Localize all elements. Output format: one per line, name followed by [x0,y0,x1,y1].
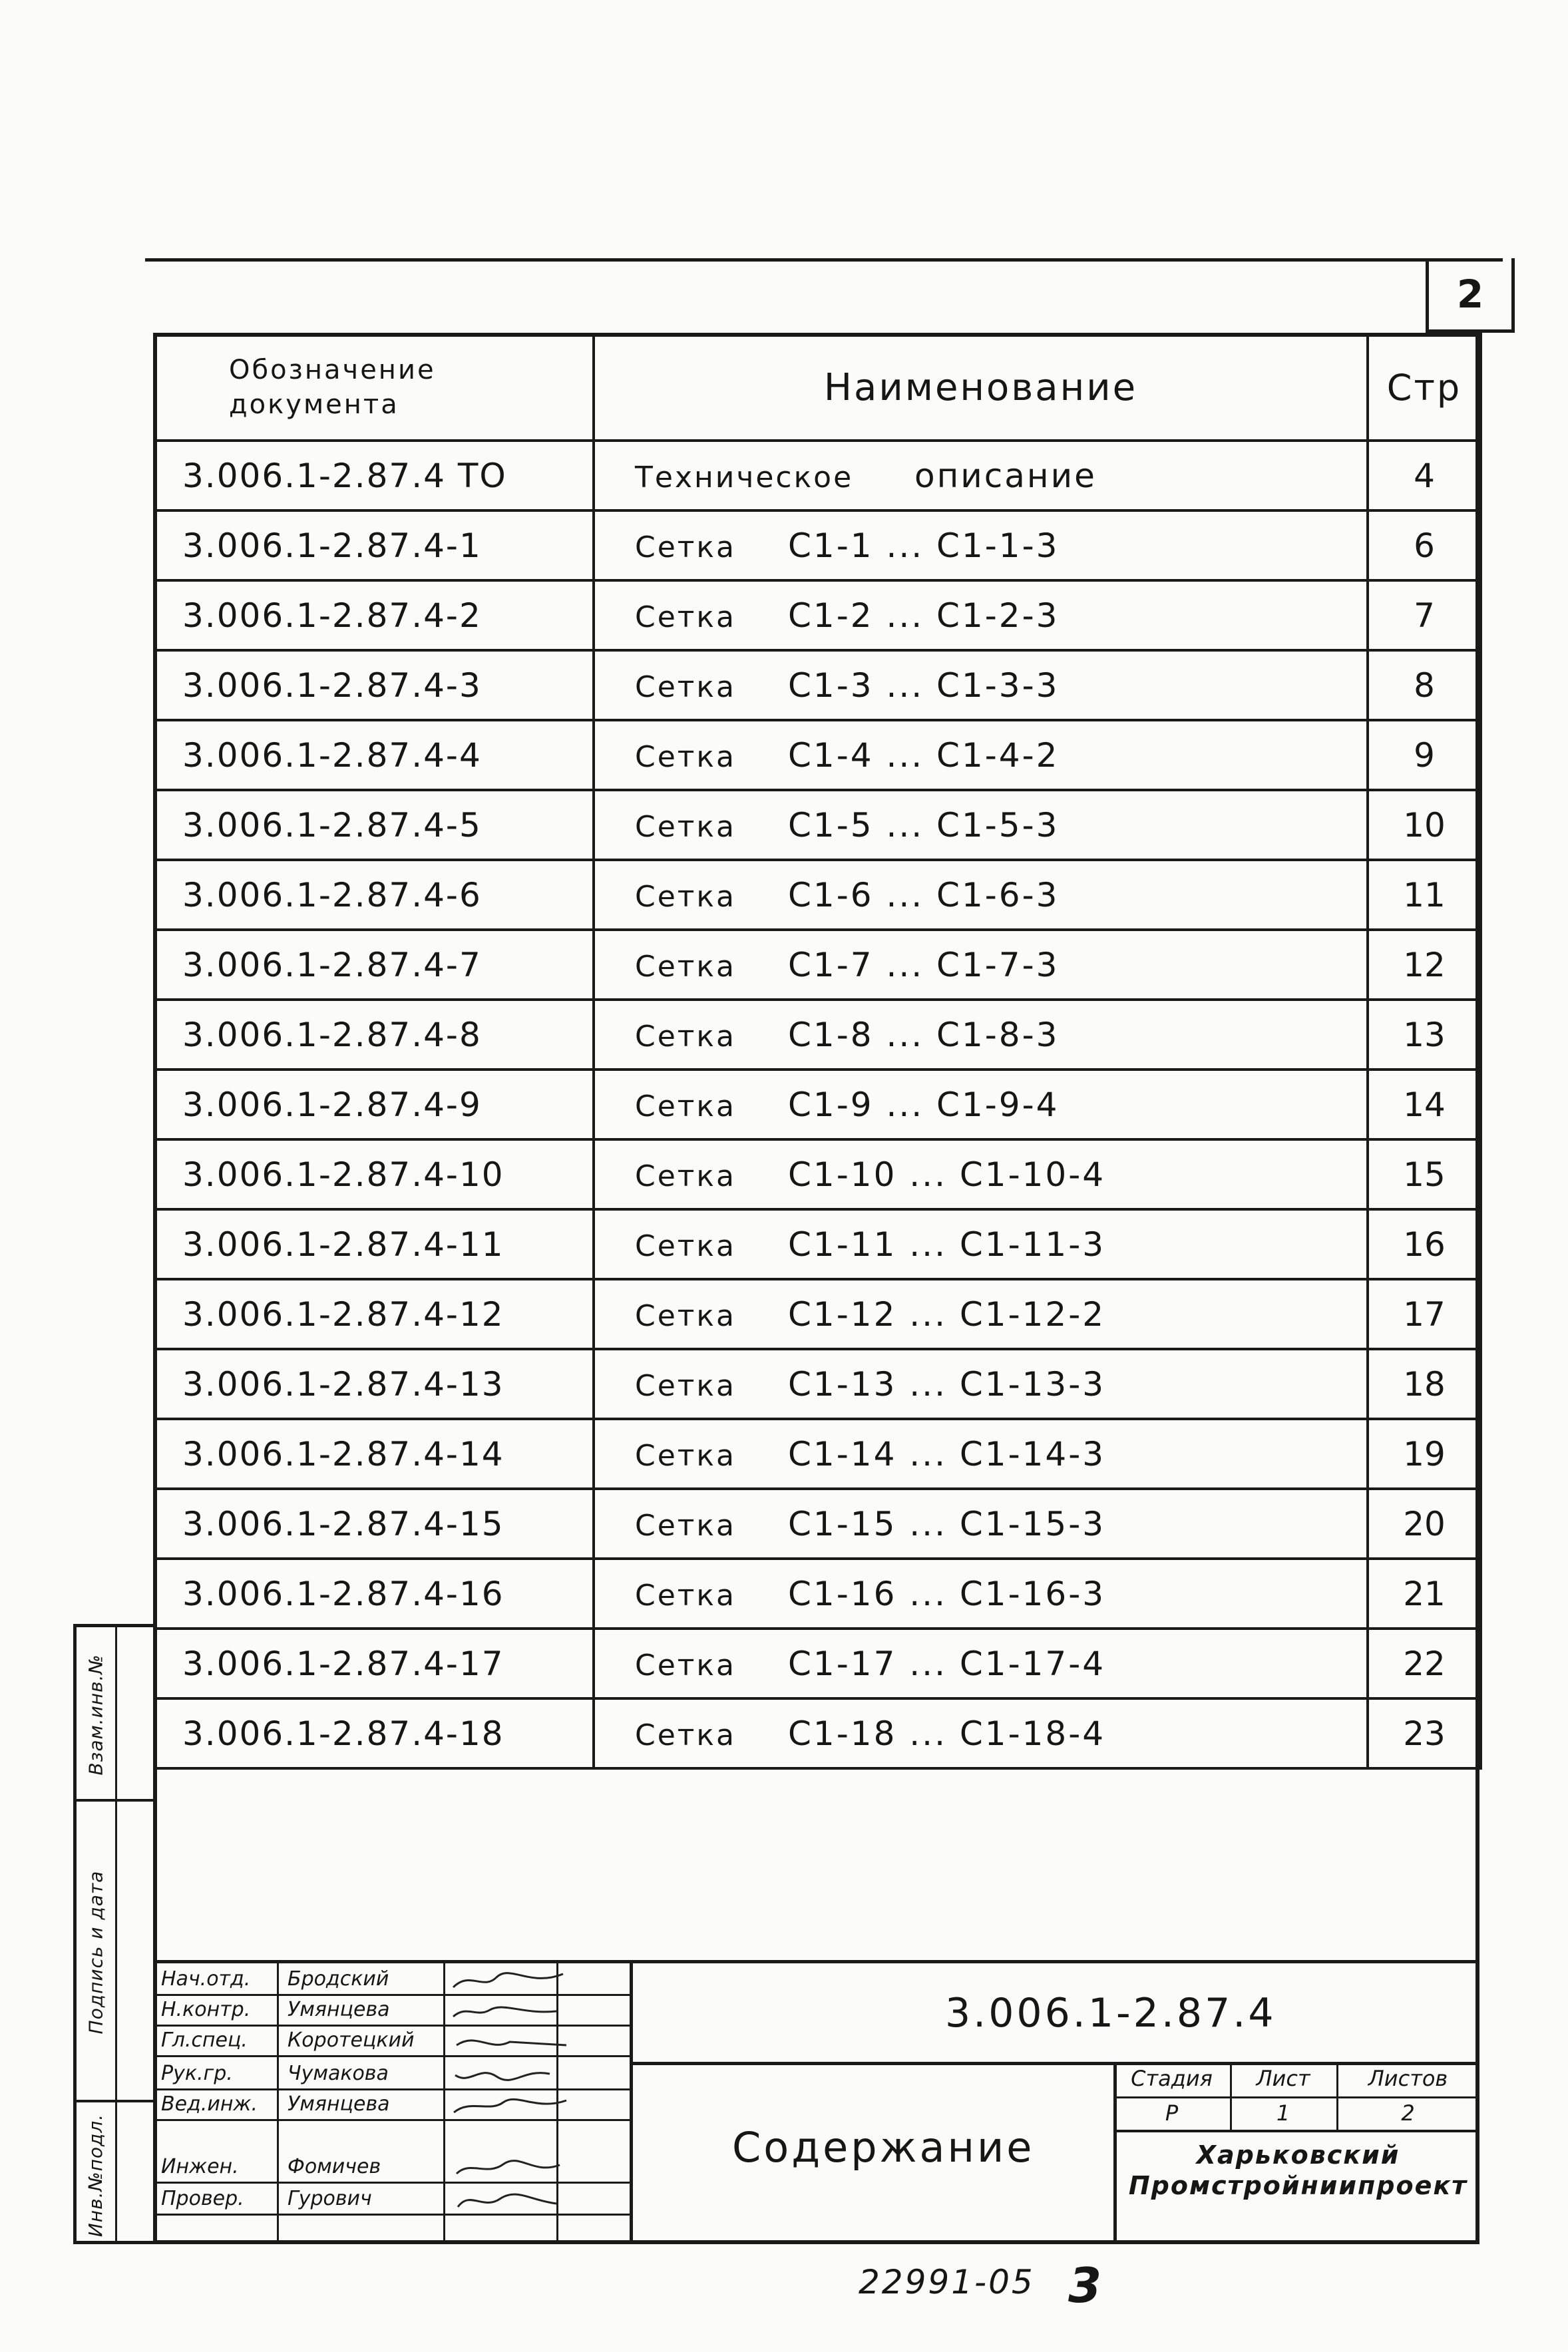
table-row [154,790,1481,860]
row-page-text: 15 [1403,1155,1446,1194]
stage-value: Р [1165,2100,1179,2126]
row-page [1368,860,1481,930]
row-page [1368,1559,1481,1629]
row-name [594,1000,1368,1070]
contents-table [153,333,1482,1770]
top-frame-line [145,258,1503,262]
staff-row-line [157,2214,630,2216]
row-page-text: 4 [1414,456,1435,495]
header-name-text: Наименование [823,365,1138,409]
row-page [1368,1419,1481,1489]
signature-mark [450,2062,570,2088]
staff-role: Провер. [161,2187,244,2210]
row-name-range: С1-6 ... С1-6-3 [788,875,1060,914]
row-name-range: С1-5 ... С1-5-3 [788,805,1060,845]
signature-mark [450,2029,570,2055]
row-designation [154,1419,594,1489]
row-name [594,1489,1368,1559]
row-name-word: Сетка [635,1089,736,1123]
row-name [594,1209,1368,1279]
table-row [154,930,1481,1000]
table-row [154,860,1481,930]
row-name-word: Сетка [635,600,736,634]
archive-number: 22991-05 [859,2263,1035,2301]
table-header-row [154,334,1481,441]
row-page [1368,1279,1481,1349]
row-name [594,720,1368,790]
row-code-text: 3.006.1-2.87.4-4 [182,735,482,775]
strip-text-signature: Подпись и дата [85,1870,107,2034]
row-designation [154,1209,594,1279]
staff-row [157,2025,630,2058]
strip-label-inv [77,2102,115,2248]
row-name-word: Сетка [635,1159,736,1193]
row-code-text: 3.006.1-2.87.4-1 [182,526,482,565]
header-designation [154,334,594,441]
organization-line-1: Харьковский [1196,2140,1400,2170]
row-code-text: 3.006.1-2.87.4-14 [182,1434,504,1473]
table-row [154,1070,1481,1139]
row-page [1368,1070,1481,1139]
staff-row-line [157,2119,630,2121]
row-name-range: С1-18 ... С1-18-4 [788,1714,1106,1753]
row-name [594,790,1368,860]
row-name-word: Сетка [635,1508,736,1543]
row-code-text: 3.006.1-2.87.4-12 [182,1294,504,1334]
row-designation [154,720,594,790]
staff-name: Коротецкий [288,2029,415,2052]
table-row [154,650,1481,720]
row-page-text: 16 [1403,1225,1446,1264]
staff-name: Гурович [288,2187,372,2210]
row-name [594,1559,1368,1629]
row-name-word: Сетка [635,879,736,914]
signature-mark [450,2092,570,2119]
row-name-word: Сетка [635,1648,736,1682]
staff-role: Нач.отд. [161,1967,251,1991]
strip-text-inv: Инв.№подл. [85,2113,107,2237]
row-name-word: Сетка [635,739,736,774]
row-designation [154,1139,594,1209]
table-row [154,1349,1481,1419]
row-page-text: 11 [1403,875,1446,914]
staff-name: Умянцева [288,1998,390,2021]
row-name-word: Сетка [635,1718,736,1752]
sheet-value: 1 [1276,2100,1290,2126]
row-page-text: 17 [1403,1294,1446,1334]
row-name [594,1698,1368,1768]
staff-role: Инжен. [161,2155,239,2178]
document-title: Содержание [732,2123,1035,2172]
row-code-text: 3.006.1-2.87.4-6 [182,875,482,914]
row-name-range: С1-15 ... С1-15-3 [788,1504,1106,1543]
row-page [1368,1629,1481,1698]
table-row [154,720,1481,790]
row-code-text: 3.006.1-2.87.4-18 [182,1714,504,1753]
signature-mark [450,1998,570,2025]
table-row [154,441,1481,510]
row-name-word: Сетка [635,1229,736,1263]
row-name-range: С1-3 ... С1-3-3 [788,666,1060,705]
row-page [1368,1139,1481,1209]
row-page [1368,930,1481,1000]
row-code-text: 3.006.1-2.87.4-13 [182,1364,504,1404]
row-designation [154,1349,594,1419]
row-designation [154,1629,594,1698]
header-page [1368,334,1481,441]
row-designation [154,930,594,1000]
row-name-word: Сетка [635,1368,736,1403]
table-row [154,510,1481,580]
row-code-text: 3.006.1-2.87.4 ТО [182,456,507,495]
row-code-text: 3.006.1-2.87.4-11 [182,1225,504,1264]
sheet-label: Лист [1256,2066,1310,2091]
row-name-word: Сетка [635,949,736,984]
staff-role: Вед.инж. [161,2092,258,2116]
staff-role: Рук.гр. [161,2062,233,2085]
row-code-text: 3.006.1-2.87.4-15 [182,1504,504,1543]
row-code-text: 3.006.1-2.87.4-2 [182,596,482,635]
row-name-word: Сетка [635,530,736,564]
row-name-word: Сетка [635,1019,736,1054]
row-name [594,580,1368,650]
row-designation [154,790,594,860]
row-designation [154,650,594,720]
row-page-text: 7 [1414,596,1435,635]
row-name [594,1629,1368,1698]
row-code-text: 3.006.1-2.87.4-9 [182,1085,482,1124]
row-name-range: С1-10 ... С1-10-4 [788,1155,1106,1194]
row-page-text: 21 [1403,1574,1446,1613]
row-name [594,1070,1368,1139]
row-name [594,441,1368,510]
row-name-word: Техническое [635,460,854,494]
row-name-word: Сетка [635,1298,736,1333]
row-designation [154,1000,594,1070]
table-row [154,1629,1481,1698]
row-name [594,860,1368,930]
document-code: 3.006.1-2.87.4 [945,1990,1276,2037]
organization-line-2: Промстройниипроект [1128,2171,1468,2200]
sheets-value: 2 [1401,2100,1415,2126]
row-name-range: С1-11 ... С1-11-3 [788,1225,1106,1264]
row-name-range: С1-1 ... С1-1-3 [788,526,1060,565]
row-page [1368,790,1481,860]
row-page-text: 8 [1414,666,1435,705]
row-page-text: 6 [1414,526,1435,565]
sheet-number-box [1426,258,1515,333]
staff-name: Бродский [288,1967,389,1991]
sheets-label: Листов [1368,2066,1448,2091]
header-page-text: Стр [1386,366,1462,409]
staff-row [157,2151,630,2184]
table-row [154,1559,1481,1629]
strip-label-signature [77,1802,115,2102]
row-name-range: С1-12 ... С1-12-2 [788,1294,1106,1334]
row-name-word: Сетка [635,1438,736,1473]
staff-role: Гл.спец. [161,2029,248,2052]
row-code-text: 3.006.1-2.87.4-3 [182,666,482,705]
side-strip [73,1624,153,2244]
row-designation [154,1489,594,1559]
staff-name: Чумакова [288,2062,389,2085]
header-name [594,334,1368,441]
row-page-text: 20 [1403,1504,1446,1543]
row-page-text: 22 [1403,1644,1446,1683]
contents-rows [154,441,1481,1768]
row-name-word: Сетка [635,809,736,844]
row-name [594,1419,1368,1489]
row-page [1368,1489,1481,1559]
row-name-range: описание [914,456,1097,495]
row-name-word: Сетка [635,670,736,704]
title-block-main-divider [630,1960,633,2244]
row-name [594,1139,1368,1209]
row-name [594,1279,1368,1349]
table-row [154,1419,1481,1489]
staff-name: Фомичев [288,2155,381,2178]
row-code-text: 3.006.1-2.87.4-10 [182,1155,504,1194]
row-designation [154,441,594,510]
row-designation [154,580,594,650]
row-page [1368,1698,1481,1768]
row-page-text: 12 [1403,945,1446,984]
signature-mark [450,2155,570,2182]
row-page [1368,1349,1481,1419]
row-name-range: С1-14 ... С1-14-3 [788,1434,1106,1473]
row-designation [154,1279,594,1349]
stage-values-line [1113,2130,1479,2132]
row-code-text: 3.006.1-2.87.4-16 [182,1574,504,1613]
staff-row [157,2058,630,2091]
staff-role: Н.контр. [161,1998,251,2021]
row-page-text: 18 [1403,1364,1446,1404]
row-name-range: С1-8 ... С1-8-3 [788,1015,1060,1054]
row-code-text: 3.006.1-2.87.4-7 [182,945,482,984]
strip-text-replace: Взам.инв.№ [85,1653,107,1776]
row-page-text: 10 [1403,805,1446,845]
row-name-range: С1-4 ... С1-4-2 [788,735,1060,775]
row-name-range: С1-13 ... С1-13-3 [788,1364,1106,1404]
table-row [154,1139,1481,1209]
table-row [154,1279,1481,1349]
row-page [1368,1209,1481,1279]
row-name [594,650,1368,720]
staff-row [157,1963,630,1997]
footer-page-number: 3 [1068,2257,1102,2313]
title-block-code-divider [630,2062,1479,2065]
stage-header-line [1113,2096,1479,2098]
table-row [154,1489,1481,1559]
row-code-text: 3.006.1-2.87.4-5 [182,805,482,845]
staff-row-line [157,2055,630,2057]
strip-label-replace [77,1627,115,1802]
row-page [1368,720,1481,790]
table-row [154,1000,1481,1070]
row-code-text: 3.006.1-2.87.4-17 [182,1644,504,1683]
row-page [1368,441,1481,510]
row-code-text: 3.006.1-2.87.4-8 [182,1015,482,1054]
stage-label: Стадия [1131,2066,1213,2091]
staff-row [157,1994,630,2027]
row-page-text: 13 [1403,1015,1446,1054]
row-name [594,510,1368,580]
row-name-range: С1-16 ... С1-16-3 [788,1574,1106,1613]
staff-row [157,2088,630,2122]
row-page-text: 9 [1414,735,1435,775]
row-page-text: 23 [1403,1714,1446,1753]
table-row [154,1209,1481,1279]
signature-mark [450,1967,570,1994]
row-name-range: С1-9 ... С1-9-4 [788,1085,1060,1124]
staff-name: Умянцева [288,2092,390,2116]
row-name [594,1349,1368,1419]
sheet-number: 2 [1456,271,1484,317]
signature-mark [450,2187,570,2214]
row-name-word: Сетка [635,1578,736,1613]
staff-row [157,2183,630,2216]
row-page [1368,510,1481,580]
row-page [1368,1000,1481,1070]
row-page-text: 14 [1403,1085,1446,1124]
row-name-range: С1-17 ... С1-17-4 [788,1644,1106,1683]
table-row [154,1698,1481,1768]
row-designation [154,860,594,930]
table-row [154,580,1481,650]
row-designation [154,510,594,580]
header-designation-text: Обозначение документа [229,355,436,420]
row-name [594,930,1368,1000]
row-designation [154,1559,594,1629]
row-page [1368,580,1481,650]
row-page-text: 19 [1403,1434,1446,1473]
row-page [1368,650,1481,720]
row-name-range: С1-2 ... С1-2-3 [788,596,1060,635]
organization [1117,2140,1479,2201]
row-designation [154,1698,594,1768]
row-designation [154,1070,594,1139]
row-name-range: С1-7 ... С1-7-3 [788,945,1060,984]
